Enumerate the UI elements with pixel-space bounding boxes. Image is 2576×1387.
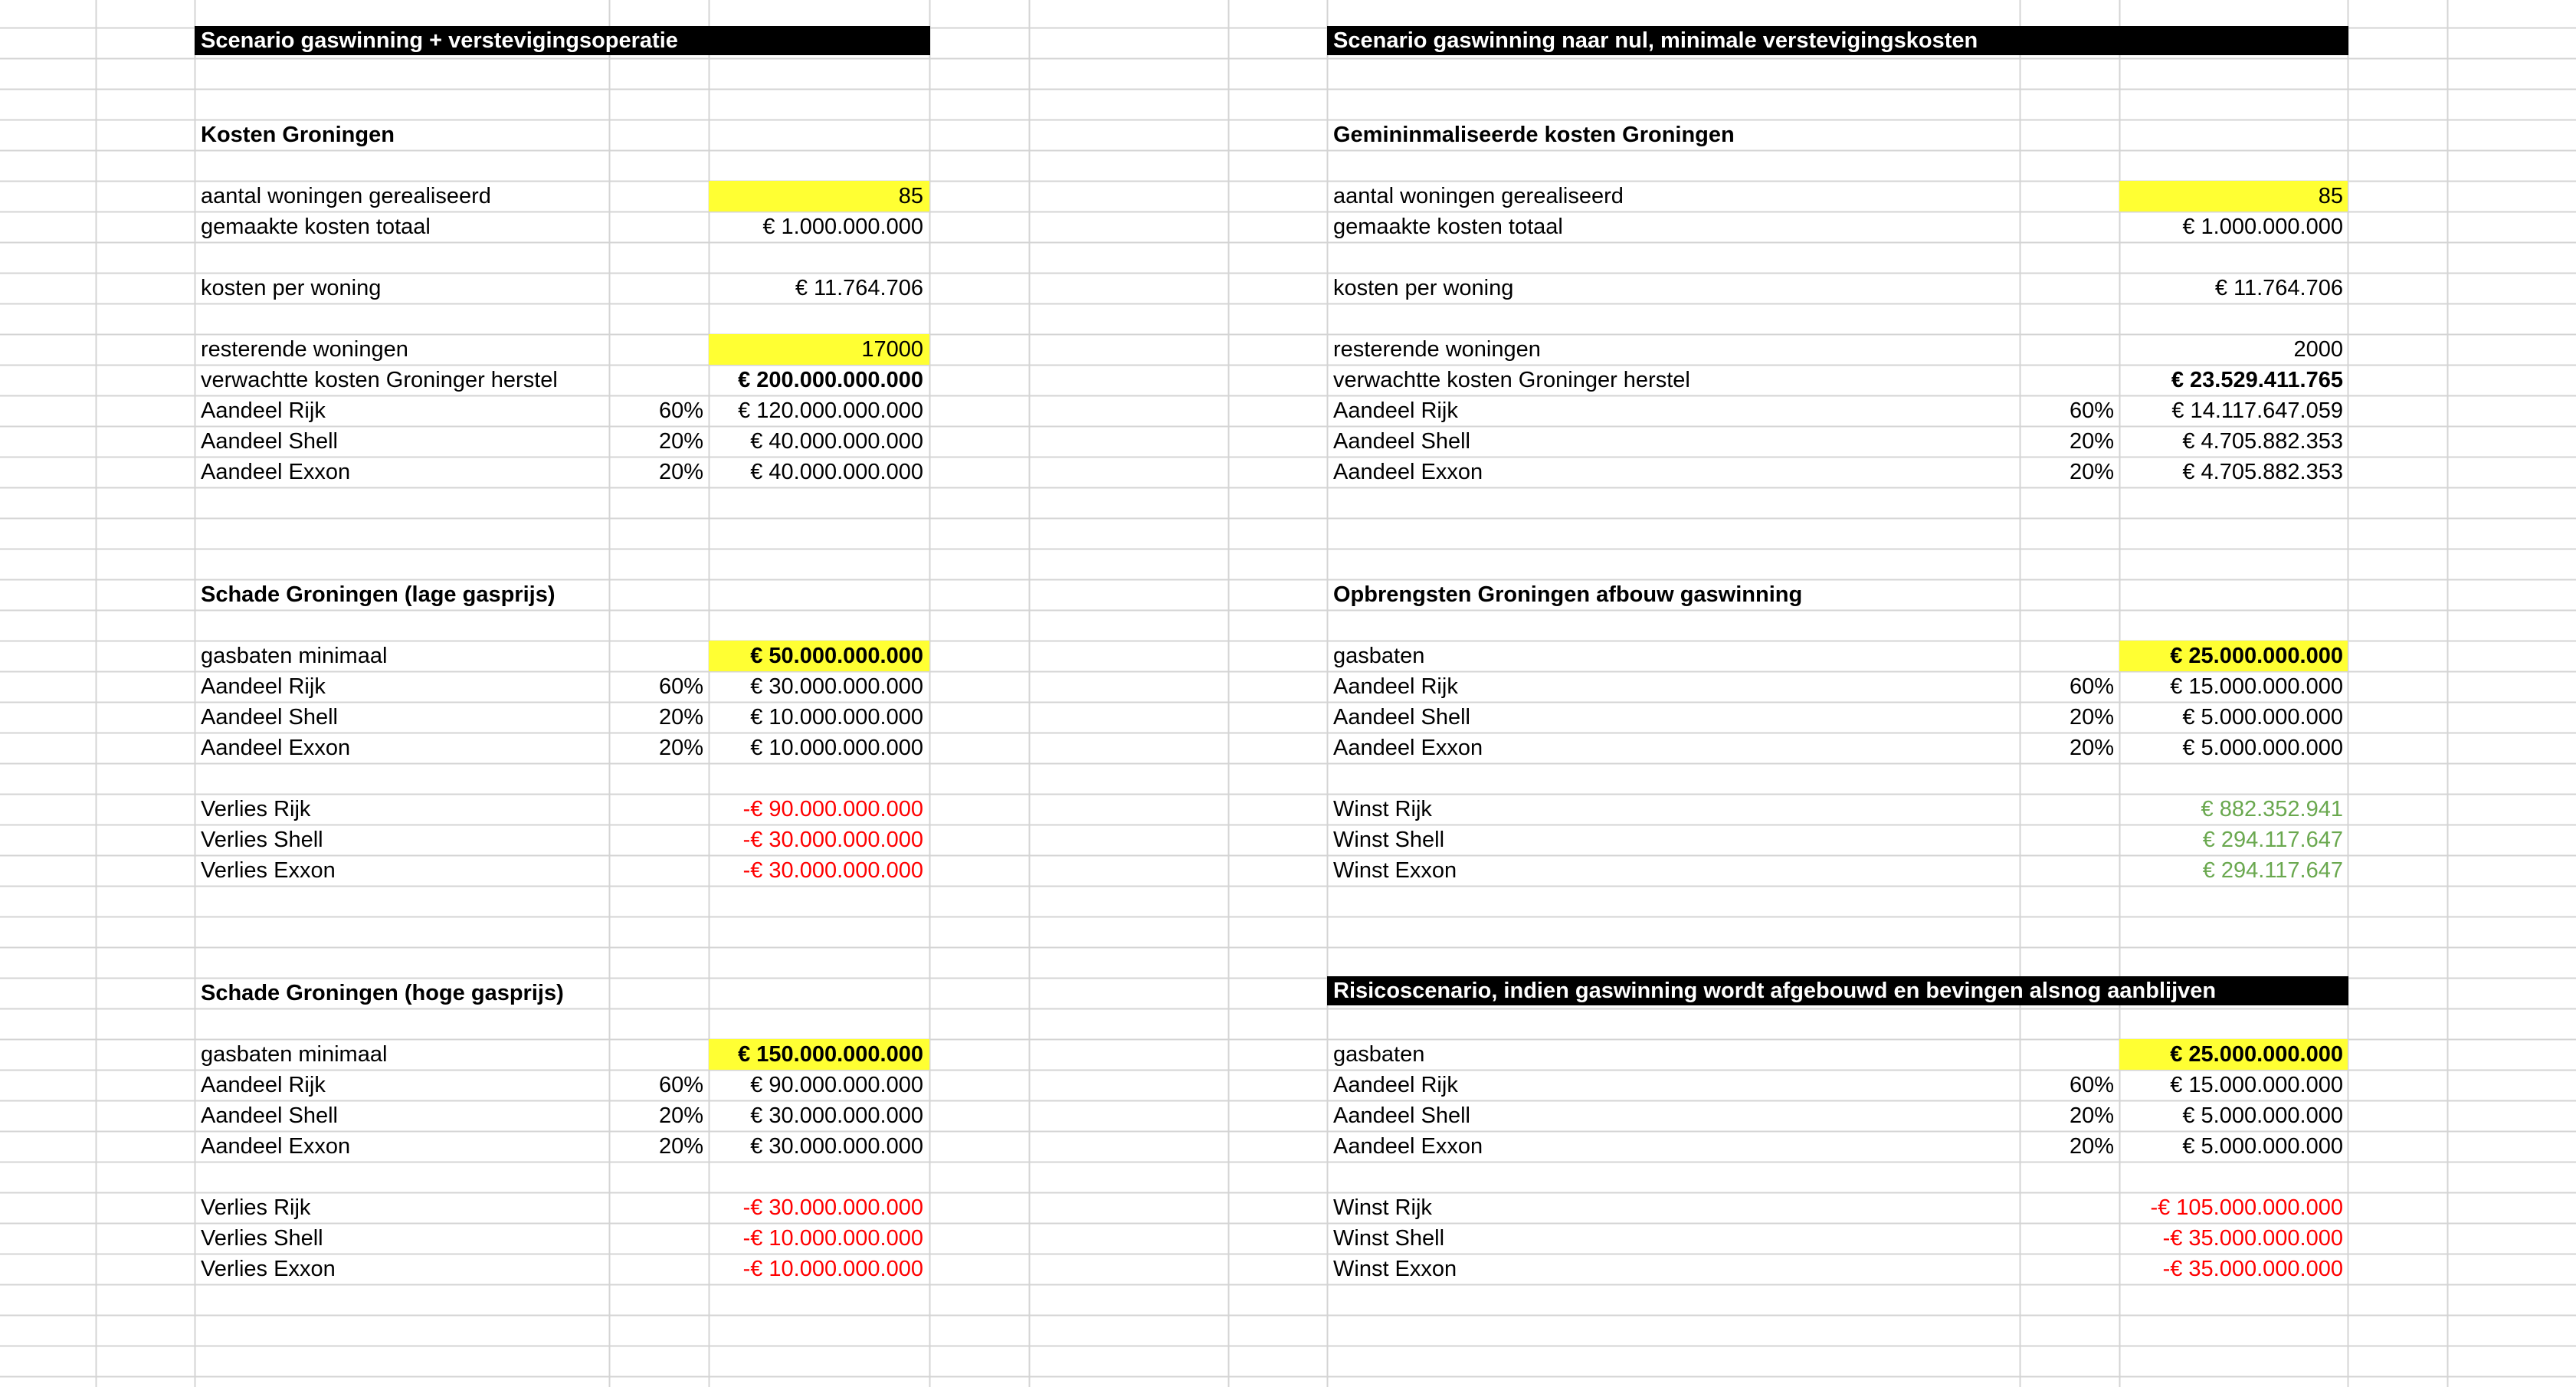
left-remaining-houses-label: resterende woningen (201, 337, 408, 362)
left-high-share-exxon-label: Aandeel Exxon (201, 1134, 351, 1159)
left-low-title: Schade Groningen (lage gasprijs) (201, 582, 556, 607)
left-costs-share-rijk-pct[interactable]: 60% (658, 398, 703, 423)
right-risk-share-exxon-label: Aandeel Exxon (1333, 1134, 1483, 1159)
right-expected-costs-value[interactable]: € 23.529.411.765 (2171, 368, 2343, 392)
left-houses-realised-value[interactable]: 85 (898, 184, 923, 208)
right-risk-gasbaten-value[interactable]: € 25.000.000.000 (2170, 1042, 2343, 1067)
right-remaining-houses-value[interactable]: 2000 (2293, 337, 2343, 362)
left-high-share-rijk-label: Aandeel Rijk (201, 1073, 326, 1097)
left-low-gasbaten-value[interactable]: € 50.000.000.000 (750, 644, 923, 668)
left-low-share-shell-label: Aandeel Shell (201, 705, 338, 730)
left-low-share-rijk-pct[interactable]: 60% (658, 674, 703, 699)
left-high-loss-shell-label: Verlies Shell (201, 1226, 323, 1251)
right-revenue-share-shell-value[interactable]: € 5.000.000.000 (2182, 705, 2343, 730)
right-risk-share-exxon-value[interactable]: € 5.000.000.000 (2182, 1134, 2343, 1159)
right-houses-realised-label: aantal woningen gerealiseerd (1333, 184, 1624, 208)
right-risk-share-shell-label: Aandeel Shell (1333, 1103, 1470, 1128)
left-high-share-shell-value[interactable]: € 30.000.000.000 (750, 1103, 923, 1128)
right-costs-share-shell-pct[interactable]: 20% (2069, 429, 2114, 454)
left-low-share-shell-pct[interactable]: 20% (658, 705, 703, 730)
right-revenue-share-shell-label: Aandeel Shell (1333, 705, 1470, 730)
left-high-share-shell-pct[interactable]: 20% (658, 1103, 703, 1128)
left-high-loss-shell-value[interactable]: -€ 10.000.000.000 (742, 1226, 923, 1251)
left-costs-share-exxon-label: Aandeel Exxon (201, 460, 351, 484)
right-risk-profit-rijk-value[interactable]: -€ 105.000.000.000 (2150, 1195, 2343, 1220)
right-risk-profit-shell-value[interactable]: -€ 35.000.000.000 (2162, 1226, 2343, 1251)
left-costs-share-rijk-label: Aandeel Rijk (201, 398, 326, 423)
left-low-loss-shell-label: Verlies Shell (201, 828, 323, 852)
left-scenario-header: Scenario gaswinning + verstevigingsoperatie (195, 26, 930, 55)
right-costs-share-exxon-pct[interactable]: 20% (2069, 460, 2114, 484)
right-revenue-share-rijk-pct[interactable]: 60% (2069, 674, 2114, 699)
right-cost-per-house-value[interactable]: € 11.764.706 (2214, 276, 2343, 300)
left-high-loss-exxon-value[interactable]: -€ 10.000.000.000 (742, 1257, 923, 1281)
right-revenue-profit-rijk-label: Winst Rijk (1333, 797, 1432, 821)
left-costs-share-shell-pct[interactable]: 20% (658, 429, 703, 454)
right-scenario-header: Scenario gaswinning naar nul, minimale verstevigingskosten (1327, 26, 2348, 55)
left-high-share-exxon-value[interactable]: € 30.000.000.000 (750, 1134, 923, 1159)
left-low-loss-exxon-label: Verlies Exxon (201, 858, 336, 883)
right-risk-profit-shell-label: Winst Shell (1333, 1226, 1445, 1251)
right-risk-share-rijk-label: Aandeel Rijk (1333, 1073, 1458, 1097)
right-risk-profit-exxon-value[interactable]: -€ 35.000.000.000 (2162, 1257, 2343, 1281)
left-low-share-rijk-value[interactable]: € 30.000.000.000 (750, 674, 923, 699)
right-costs-share-rijk-value[interactable]: € 14.117.647.059 (2171, 398, 2343, 423)
left-high-loss-exxon-label: Verlies Exxon (201, 1257, 336, 1281)
left-low-share-exxon-label: Aandeel Exxon (201, 736, 351, 760)
right-risk-profit-exxon-label: Winst Exxon (1333, 1257, 1457, 1281)
left-high-loss-rijk-label: Verlies Rijk (201, 1195, 311, 1220)
left-costs-share-exxon-pct[interactable]: 20% (658, 460, 703, 484)
left-costs-share-shell-value[interactable]: € 40.000.000.000 (750, 429, 923, 454)
right-revenue-profit-rijk-value[interactable]: € 882.352.941 (2201, 797, 2343, 821)
right-risk-share-rijk-pct[interactable]: 60% (2069, 1073, 2114, 1097)
left-costs-share-shell-label: Aandeel Shell (201, 429, 338, 454)
left-costs-share-exxon-value[interactable]: € 40.000.000.000 (750, 460, 923, 484)
right-houses-realised-value[interactable]: 85 (2318, 184, 2343, 208)
left-low-loss-exxon-value[interactable]: -€ 30.000.000.000 (742, 858, 923, 883)
right-risk-share-rijk-value[interactable]: € 15.000.000.000 (2170, 1073, 2343, 1097)
left-low-loss-rijk-label: Verlies Rijk (201, 797, 311, 821)
left-low-loss-rijk-value[interactable]: -€ 90.000.000.000 (742, 797, 923, 821)
left-remaining-houses-value[interactable]: 17000 (861, 337, 923, 362)
left-cost-per-house-label: kosten per woning (201, 276, 382, 300)
right-costs-share-shell-value[interactable]: € 4.705.882.353 (2182, 429, 2343, 454)
right-risk-profit-rijk-label: Winst Rijk (1333, 1195, 1432, 1220)
left-high-title: Schade Groningen (hoge gasprijs) (201, 981, 564, 1005)
right-costs-title: Gemininmaliseerde kosten Groningen (1333, 123, 1735, 147)
left-high-share-exxon-pct[interactable]: 20% (658, 1134, 703, 1159)
right-revenue-share-rijk-label: Aandeel Rijk (1333, 674, 1458, 699)
left-low-share-shell-value[interactable]: € 10.000.000.000 (750, 705, 923, 730)
right-risk-share-shell-value[interactable]: € 5.000.000.000 (2182, 1103, 2343, 1128)
left-high-loss-rijk-value[interactable]: -€ 30.000.000.000 (742, 1195, 923, 1220)
left-costs-title: Kosten Groningen (201, 123, 395, 147)
left-high-share-shell-label: Aandeel Shell (201, 1103, 338, 1128)
left-high-share-rijk-pct[interactable]: 60% (658, 1073, 703, 1097)
right-expected-costs-label: verwachtte kosten Groninger herstel (1333, 368, 1690, 392)
right-revenue-profit-shell-value[interactable]: € 294.117.647 (2202, 828, 2343, 852)
left-total-costs-label: gemaakte kosten totaal (201, 215, 431, 239)
right-cost-per-house-label: kosten per woning (1333, 276, 1514, 300)
right-risk-share-exxon-pct[interactable]: 20% (2069, 1134, 2114, 1159)
right-costs-share-rijk-pct[interactable]: 60% (2069, 398, 2114, 423)
left-total-costs-value[interactable]: € 1.000.000.000 (762, 215, 923, 239)
left-low-gasbaten-label: gasbaten minimaal (201, 644, 388, 668)
right-revenue-share-exxon-label: Aandeel Exxon (1333, 736, 1483, 760)
right-total-costs-value[interactable]: € 1.000.000.000 (2182, 215, 2343, 239)
left-high-share-rijk-value[interactable]: € 90.000.000.000 (750, 1073, 923, 1097)
right-remaining-houses-label: resterende woningen (1333, 337, 1541, 362)
right-costs-share-rijk-label: Aandeel Rijk (1333, 398, 1458, 423)
right-revenue-share-shell-pct[interactable]: 20% (2069, 705, 2114, 730)
left-low-share-exxon-value[interactable]: € 10.000.000.000 (750, 736, 923, 760)
left-expected-costs-label: verwachtte kosten Groninger herstel (201, 368, 558, 392)
left-low-share-exxon-pct[interactable]: 20% (658, 736, 703, 760)
right-revenue-title: Opbrengsten Groningen afbouw gaswinning (1333, 582, 1803, 607)
right-revenue-share-exxon-value[interactable]: € 5.000.000.000 (2182, 736, 2343, 760)
right-costs-share-exxon-label: Aandeel Exxon (1333, 460, 1483, 484)
right-costs-share-shell-label: Aandeel Shell (1333, 429, 1470, 454)
left-cost-per-house-value[interactable]: € 11.764.706 (795, 276, 923, 300)
right-revenue-gasbaten-label: gasbaten (1333, 644, 1425, 668)
right-revenue-gasbaten-value[interactable]: € 25.000.000.000 (2170, 644, 2343, 668)
right-risk-gasbaten-label: gasbaten (1333, 1042, 1425, 1067)
right-revenue-profit-shell-label: Winst Shell (1333, 828, 1445, 852)
left-low-share-rijk-label: Aandeel Rijk (201, 674, 326, 699)
right-risk-header: Risicoscenario, indien gaswinning wordt afgebouwd en bevingen alsnog aanblijven (1327, 976, 2348, 1005)
left-houses-realised-label: aantal woningen gerealiseerd (201, 184, 491, 208)
left-high-gasbaten-label: gasbaten minimaal (201, 1042, 388, 1067)
left-low-loss-shell-value[interactable]: -€ 30.000.000.000 (742, 828, 923, 852)
right-revenue-share-exxon-pct[interactable]: 20% (2069, 736, 2114, 760)
right-total-costs-label: gemaakte kosten totaal (1333, 215, 1563, 239)
right-revenue-profit-exxon-value[interactable]: € 294.117.647 (2202, 858, 2343, 883)
left-high-gasbaten-value[interactable]: € 150.000.000.000 (738, 1042, 923, 1067)
right-costs-share-exxon-value[interactable]: € 4.705.882.353 (2182, 460, 2343, 484)
right-risk-share-shell-pct[interactable]: 20% (2069, 1103, 2114, 1128)
left-costs-share-rijk-value[interactable]: € 120.000.000.000 (738, 398, 923, 423)
right-revenue-share-rijk-value[interactable]: € 15.000.000.000 (2170, 674, 2343, 699)
left-expected-costs-value[interactable]: € 200.000.000.000 (738, 368, 923, 392)
right-revenue-profit-exxon-label: Winst Exxon (1333, 858, 1457, 883)
